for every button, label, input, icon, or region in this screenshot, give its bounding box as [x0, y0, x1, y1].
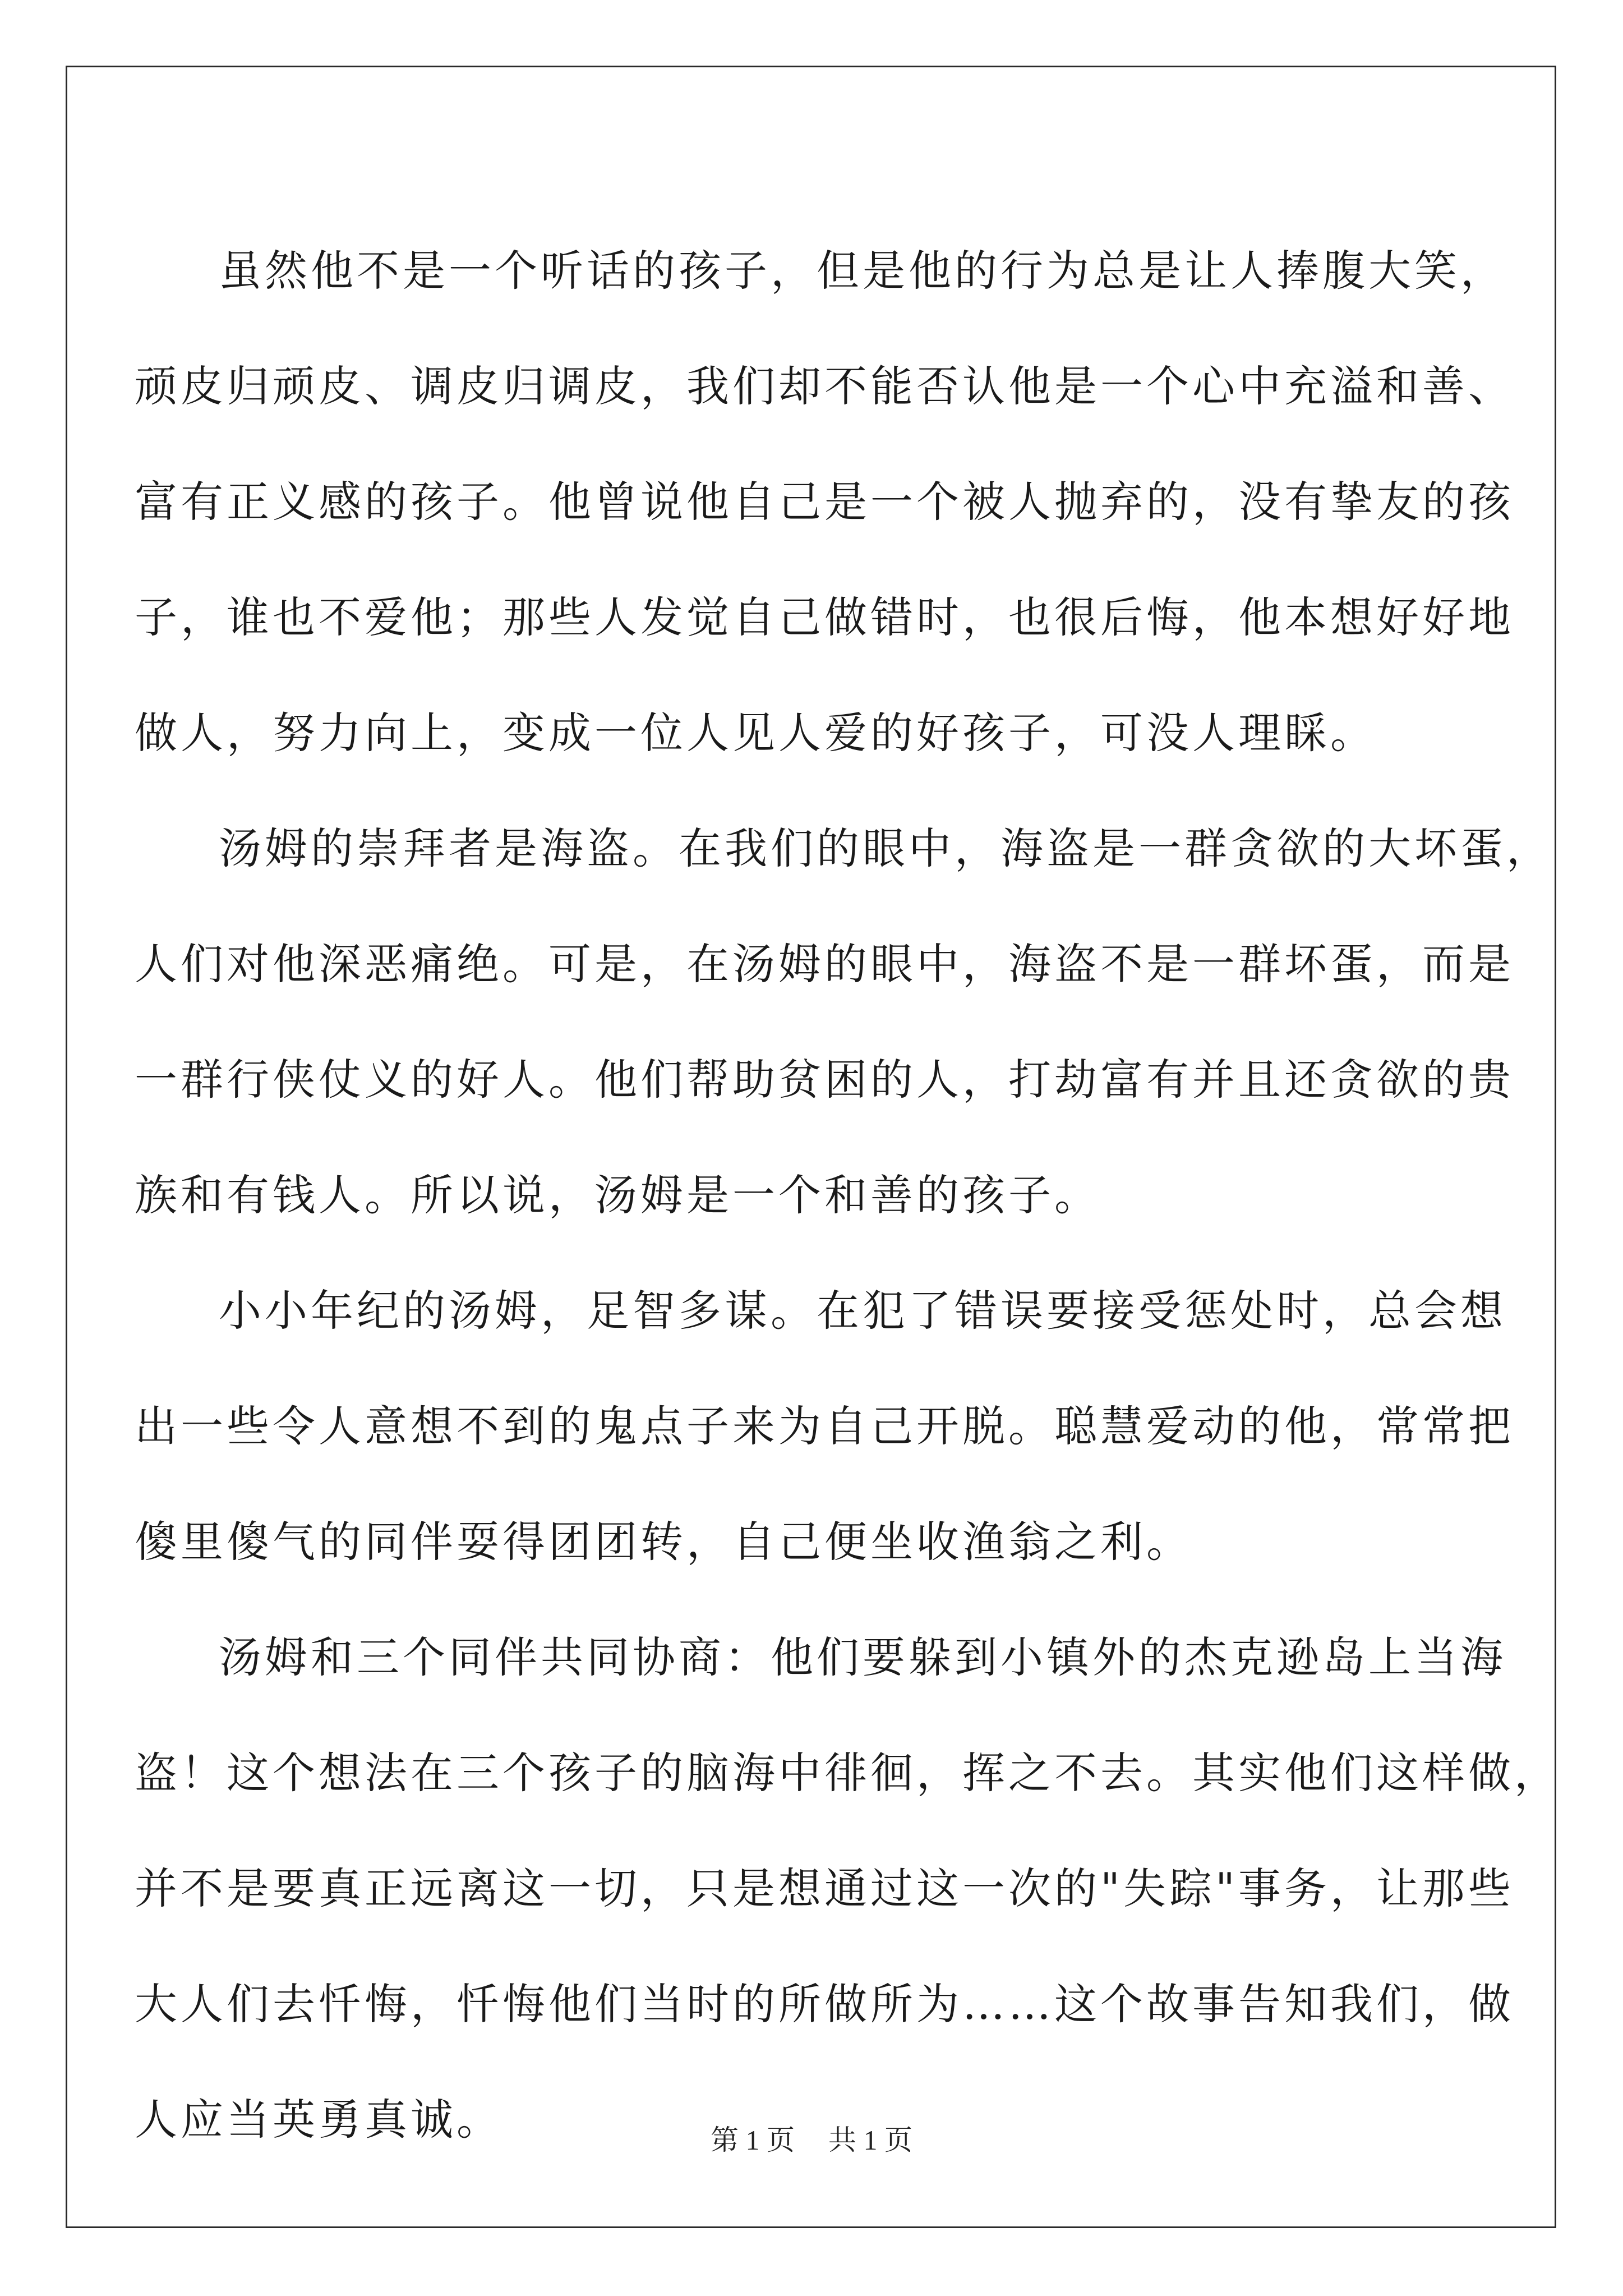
text-line: 盗！这个想法在三个孩子的脑海中徘徊，挥之不去。其实他们这样做， — [135, 1748, 1560, 1798]
text-line: 子，谁也不爱他；那些人发觉自己做错时，也很后悔，他本想好好地 — [135, 592, 1514, 642]
text-line: 并不是要真正远离这一切，只是想通过这一次的"失踪"事务，让那些 — [135, 1864, 1514, 1913]
text-line: 汤姆和三个同伴共同协商：他们要躲到小镇外的杰克逊岛上当海 — [219, 1632, 1506, 1682]
text-line: 大人们去忏悔，忏悔他们当时的所做所为……这个故事告知我们，做 — [135, 1979, 1514, 2029]
text-line: 人们对他深恶痛绝。可是，在汤姆的眼中，海盗不是一群坏蛋，而是 — [135, 939, 1514, 989]
text-line: 富有正义感的孩子。他曾说他自己是一个被人抛弃的，没有挚友的孩 — [135, 477, 1514, 527]
text-line: 小小年纪的汤姆，足智多谋。在犯了错误要接受惩处时，总会想 — [219, 1286, 1506, 1336]
page-footer — [0, 2123, 1623, 2157]
text-line: 顽皮归顽皮、调皮归调皮，我们却不能否认他是一个心中充溢和善、 — [135, 361, 1514, 411]
text-line: 族和有钱人。所以说，汤姆是一个和善的孩子。 — [135, 1170, 1100, 1220]
text-line: 汤姆的崇拜者是海盗。在我们的眼中，海盗是一群贪欲的大坏蛋， — [219, 823, 1552, 873]
text-line: 做人，努力向上，变成一位人见人爱的好孩子，可没人理睬。 — [135, 708, 1376, 758]
text-line: 人应当英勇真诚。 — [135, 2095, 502, 2145]
page-total: 共 1 页 — [828, 2124, 912, 2156]
page-number: 第 1 页 — [711, 2124, 795, 2156]
document-body — [135, 213, 1560, 2178]
text-line: 虽然他不是一个听话的孩子，但是他的行为总是让人捧腹大笑， — [219, 246, 1506, 296]
text-line: 傻里傻气的同伴耍得团团转，自己便坐收渔翁之利。 — [135, 1517, 1192, 1567]
text-line: 出一些令人意想不到的鬼点子来为自己开脱。聪慧爱动的他，常常把 — [135, 1401, 1514, 1451]
text-line: 一群行侠仗义的好人。他们帮助贫困的人，打劫富有并且还贪欲的贵 — [135, 1055, 1514, 1105]
